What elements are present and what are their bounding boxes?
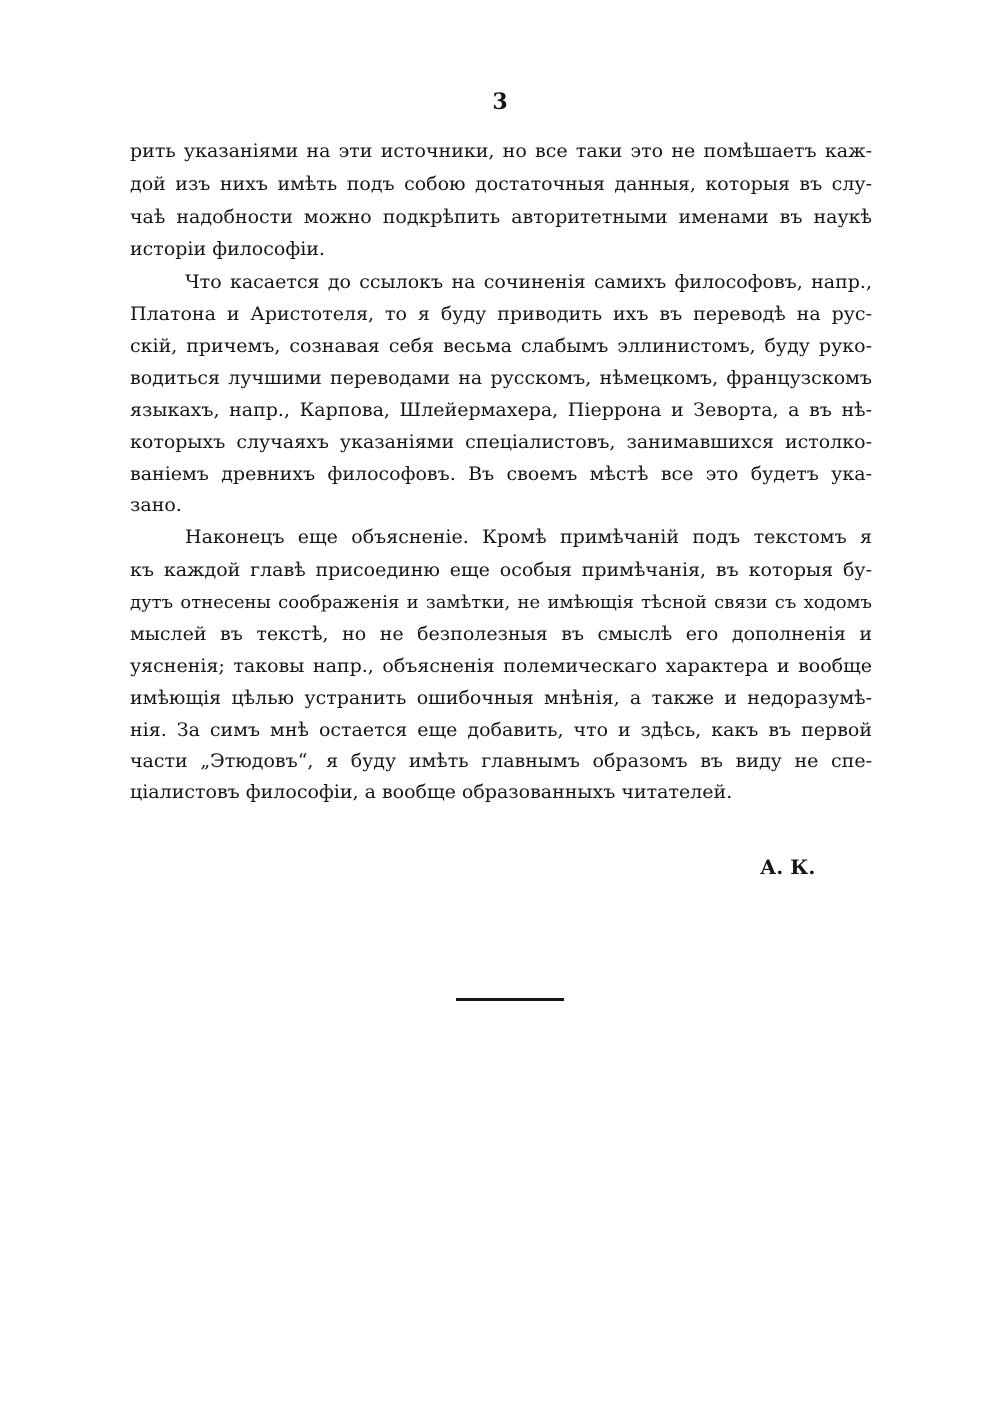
text-line: ціалистовъ философіи, а вообще образованныхъ читателей. — [130, 781, 733, 803]
page-number: 3 — [492, 89, 508, 115]
text-line: рить указаніями на эти источники, но все таки это не помѣшаетъ каж- — [130, 140, 872, 162]
text-line: уясненія; таковы напр., объясненія полемическаго характера и вообще — [130, 655, 872, 677]
text-line: которыхъ случаяхъ указаніями спеціалистовъ, занимавшихся истолко- — [130, 431, 872, 453]
text-line: скій, причемъ, сознавая себя весьма слабымъ эллинистомъ, буду руко- — [130, 335, 872, 357]
text-line: Наконецъ еще объясненіе. Кромѣ примѣчаній подъ текстомъ я — [185, 526, 872, 548]
text-line: водиться лучшими переводами на русскомъ, нѣмецкомъ, французскомъ — [130, 367, 872, 389]
text-line: имѣющія цѣлью устранить ошибочныя мнѣнія, а также и недоразумѣ- — [130, 687, 872, 709]
text-line: дутъ отнесены соображенія и замѣтки, не имѣющія тѣсной связи съ ходомъ — [130, 592, 872, 613]
text-line: Что касается до ссылокъ на сочиненія самихъ философовъ, напр., — [185, 271, 872, 293]
text-line: зано. — [130, 494, 182, 516]
text-line: чаѣ надобности можно подкрѣпить авторитетными именами въ наукѣ — [130, 206, 872, 228]
text-line: нія. За симъ мнѣ остается еще добавить, что и здѣсь, какъ въ первой — [130, 719, 872, 741]
text-line: дой изъ нихъ имѣть подъ собою достаточныя данныя, которыя въ слу- — [130, 173, 872, 195]
text-line: Платона и Аристотеля, то я буду приводить ихъ въ переводѣ на рус- — [130, 303, 872, 325]
text-line: исторіи философіи. — [130, 238, 325, 260]
section-divider — [456, 998, 564, 1001]
text-line: ваніемъ древнихъ философовъ. Въ своемъ мѣстѣ все это будетъ ука- — [130, 463, 872, 485]
signature: А. К. — [760, 855, 816, 879]
text-line: мыслей въ текстѣ, но не безполезныя въ смыслѣ его дополненія и — [130, 623, 872, 645]
text-line: языкахъ, напр., Карпова, Шлейермахера, Піеррона и Зеворта, а въ нѣ- — [130, 399, 872, 421]
text-line: части „Этюдовъ“, я буду имѣть главнымъ образомъ въ виду не спе- — [130, 750, 872, 772]
text-line: къ каждой главѣ присоединю еще особыя примѣчанія, въ которыя бу- — [130, 559, 872, 581]
